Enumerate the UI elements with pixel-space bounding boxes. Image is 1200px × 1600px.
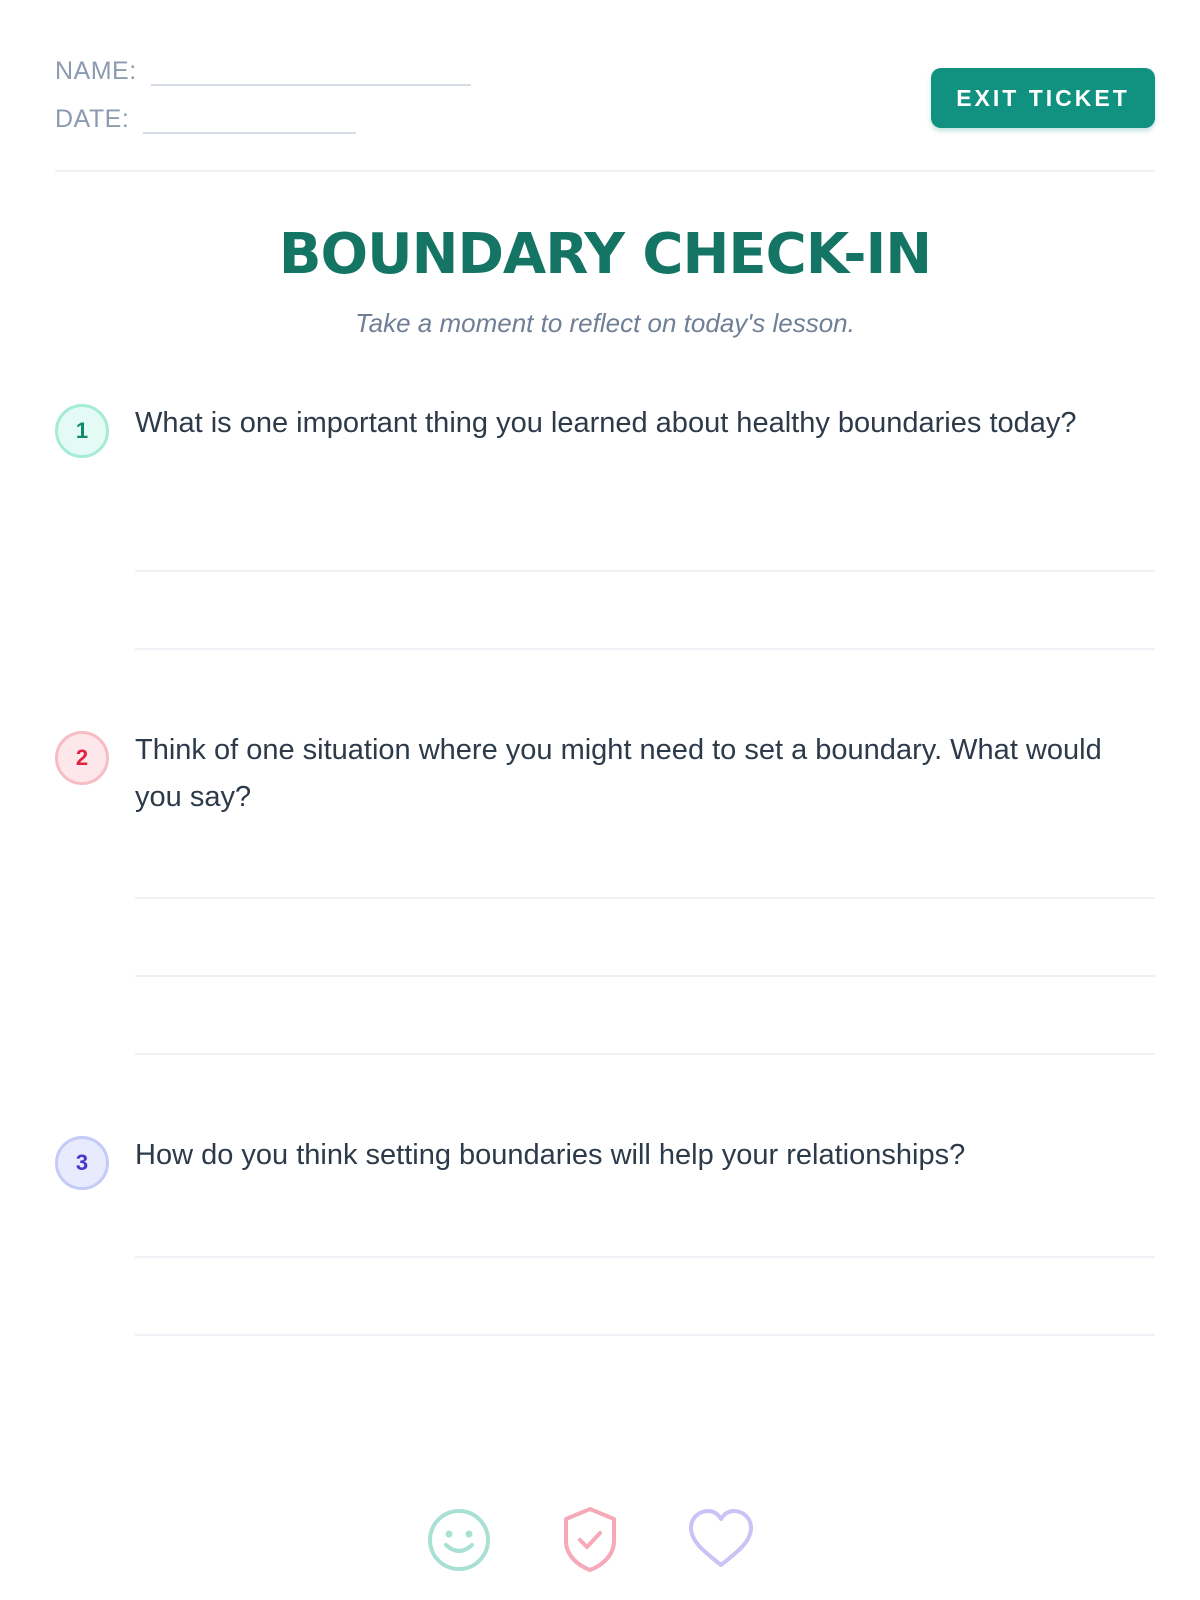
name-field — [55, 56, 471, 86]
page-subtitle: Take a moment to reflect on today's lesson. — [355, 308, 855, 338]
answer-line[interactable] — [135, 648, 1155, 650]
date-input-line[interactable] — [143, 108, 356, 134]
answer-line[interactable] — [135, 975, 1155, 977]
question-number-badge: 1 — [55, 404, 109, 458]
shield-check-icon — [555, 1505, 625, 1575]
date-label: DATE: — [55, 105, 130, 133]
answer-line[interactable] — [135, 570, 1155, 572]
question-text: What is one important thing you learned about healthy boundaries today? — [135, 407, 1077, 439]
question-text: How do you think setting boundaries will help your relationships? — [135, 1139, 966, 1171]
smiley-icon — [424, 1505, 494, 1575]
footer-icons — [0, 1505, 1200, 1575]
exit-ticket-badge: EXIT TICKET — [931, 68, 1155, 128]
date-field — [55, 104, 356, 134]
question-number-badge: 3 — [55, 1136, 109, 1190]
name-input-line[interactable] — [151, 60, 471, 86]
answer-line[interactable] — [135, 897, 1155, 899]
name-label: NAME: — [55, 57, 137, 85]
worksheet-header — [55, 0, 1155, 172]
heart-icon — [686, 1505, 756, 1575]
question-text: Think of one situation where you might need to set a boundary. What would you say? — [135, 734, 1102, 813]
question-number-badge: 2 — [55, 731, 109, 785]
answer-line[interactable] — [135, 1334, 1155, 1336]
answer-line[interactable] — [135, 1256, 1155, 1258]
answer-line[interactable] — [135, 1053, 1155, 1055]
page-title: BOUNDARY CHECK-IN — [278, 222, 932, 287]
